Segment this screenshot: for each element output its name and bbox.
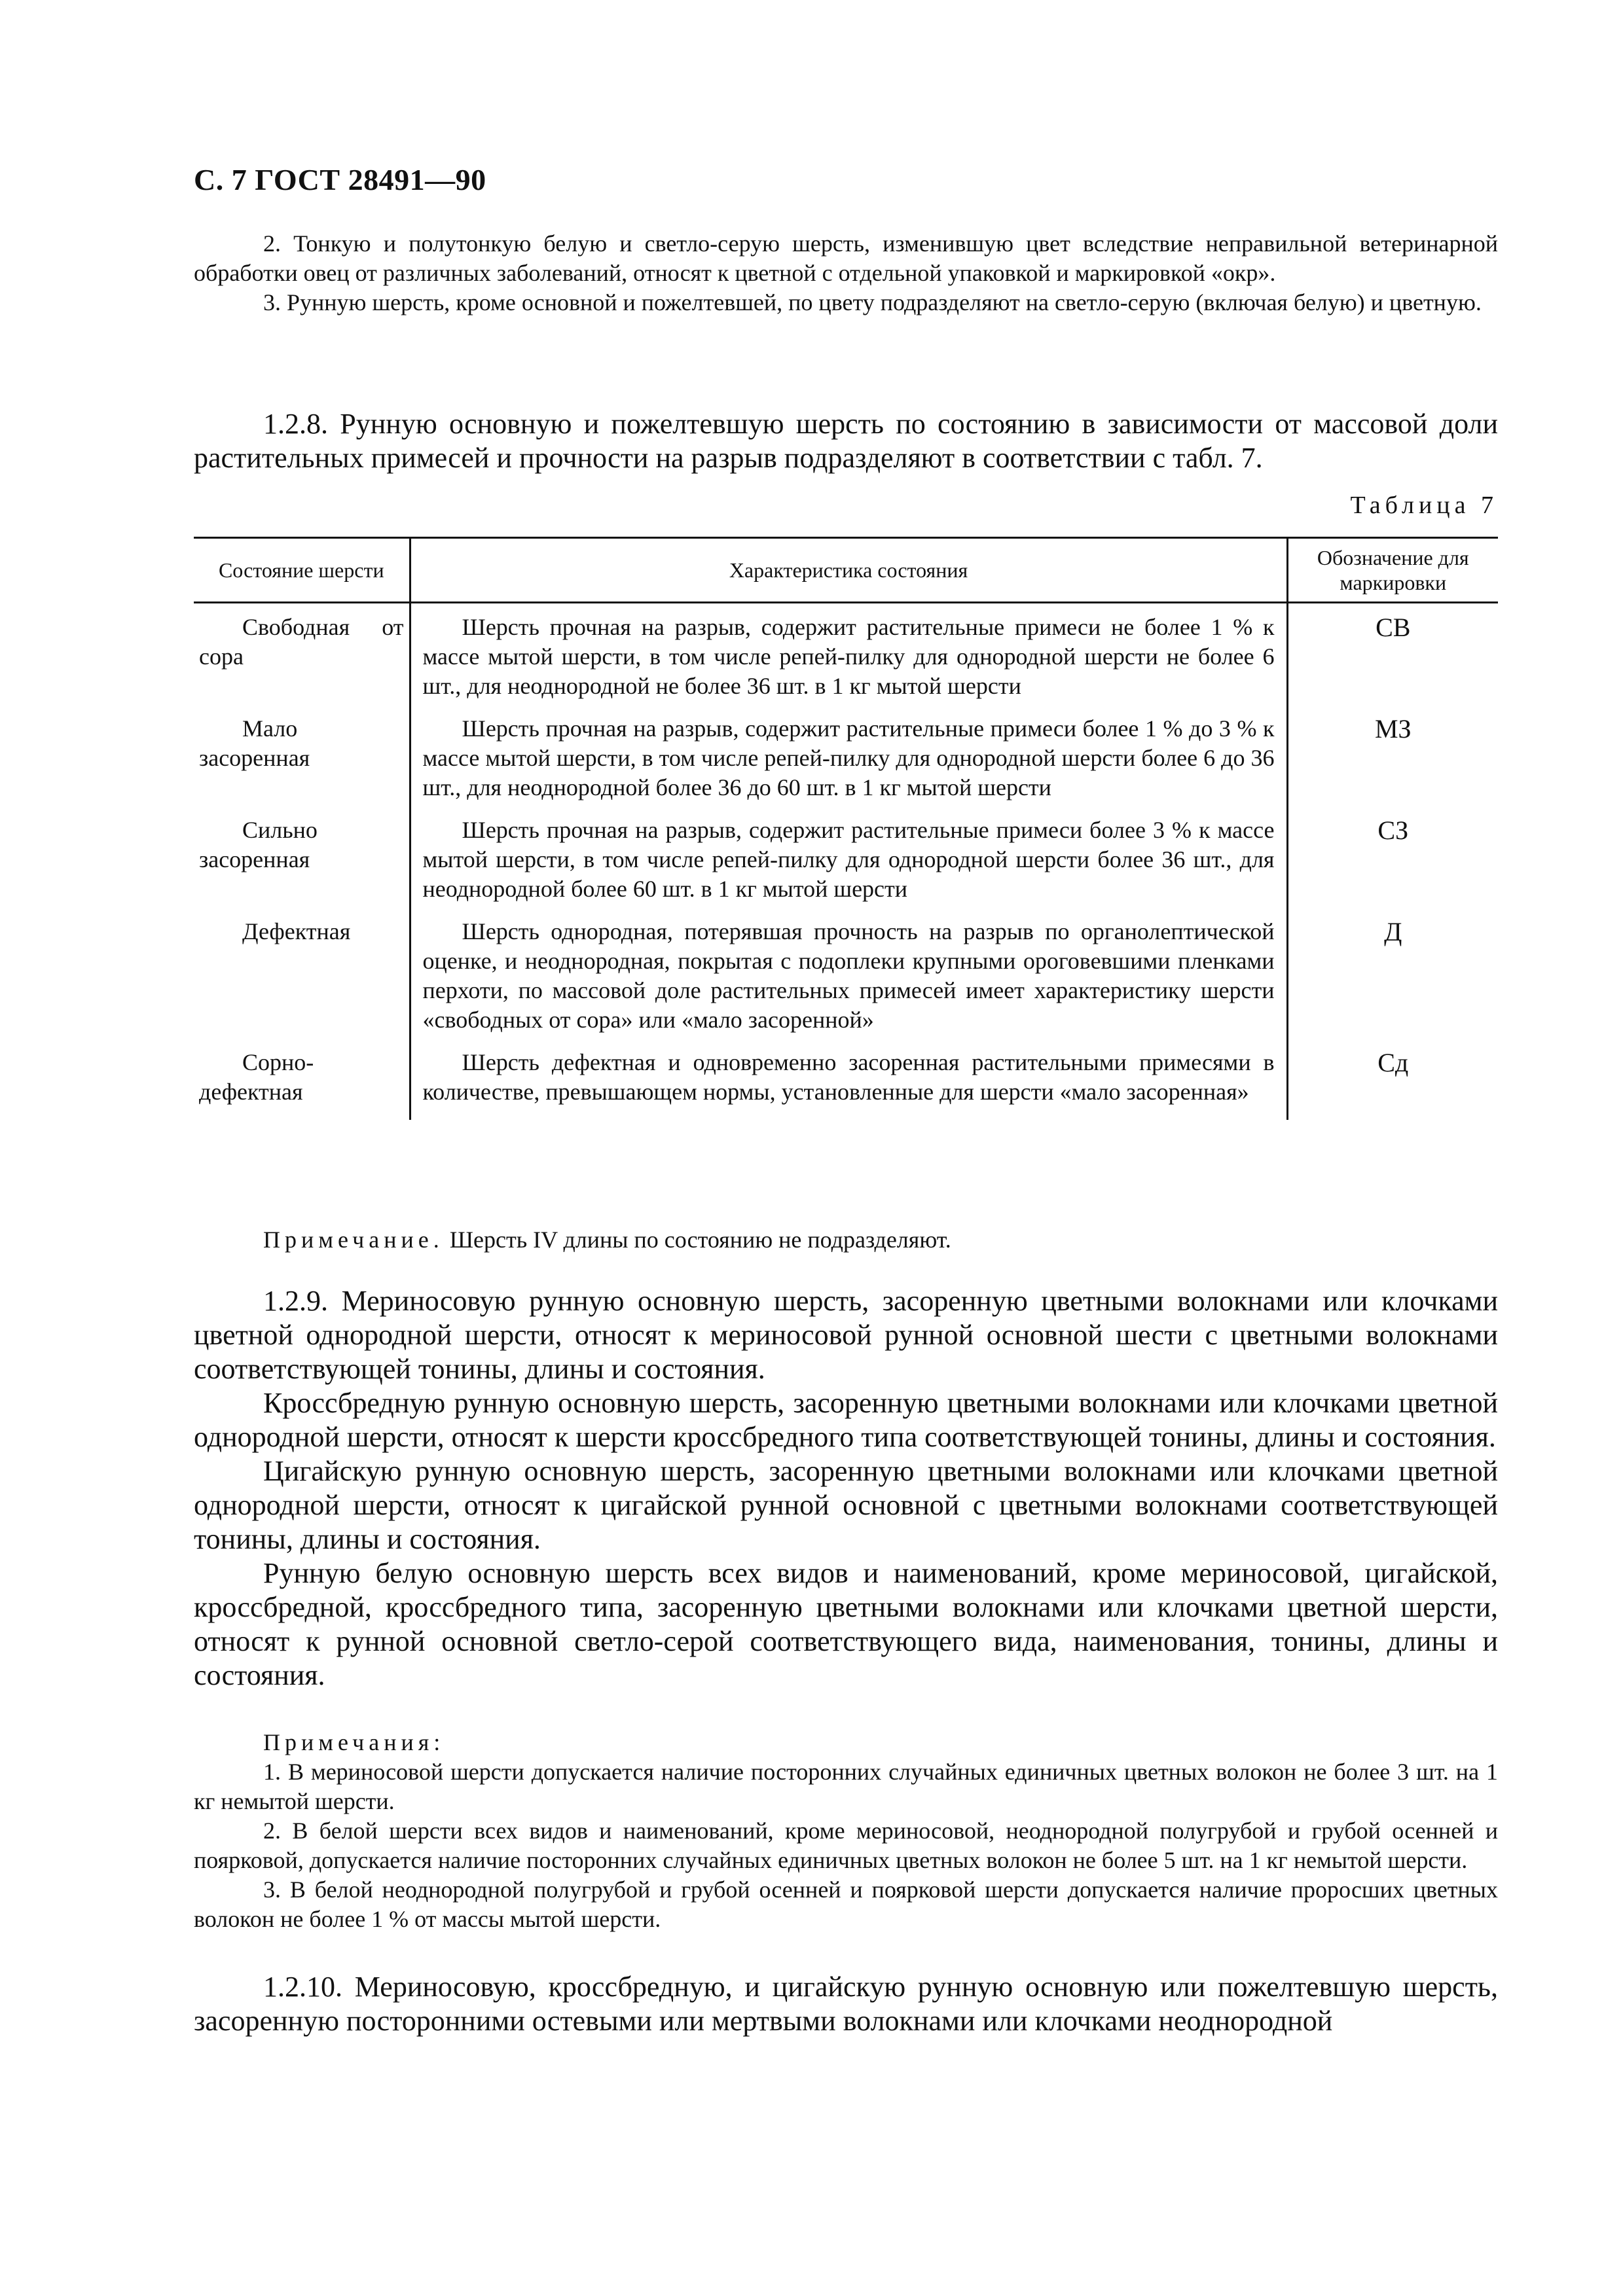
cell-description: Шерсть однородная, потерявшая прочность на разрыв по органолептической оценке, и неоднородная, покрытая с подоплеки крупными ороговевшими пленками перхоти, по массовой доле растительных примесей имеет характеристику шерсти «свободных от сора» или «мало засоренной»: [410, 917, 1287, 1048]
paragraph-text: 1.2.8. Рунную основную и пожелтевшую шерсть по состоянию в зависимости от массовой доли растительных примесей и прочности на разрыв подразделяют в соответствии с табл. 7.: [194, 408, 1498, 474]
cell-description: Шерсть прочная на разрыв, содержит растительные примеси более 3 % к массе мытой шерсти, в том числе репей-пилку для однородной шерсти более 36 шт., для неоднородной более 60 шт. в 1 кг мытой шерсти: [410, 816, 1287, 917]
paragraph-1-2-9: [194, 1284, 1498, 1693]
table-note: [263, 1225, 1498, 1255]
note-item: 2. Тонкую и полутонкую белую и светло-серую шерсть, изменившую цвет вследствие неправильной ветеринарной обработки овец от различных заболеваний, относят к цветной с отдельной упаковкой и маркировкой «окр».: [194, 230, 1498, 286]
cell-mark: Сд: [1377, 1048, 1409, 1077]
table-row: [194, 917, 1498, 1048]
cell-description: Шерсть прочная на разрыв, содержит растительные примеси не более 1 % к массе мытой шерсти, в том числе репей-пилку для однородной шерсти не более 6 шт., для неоднородной не более 36 шт. в 1 кг мытой шерсти: [410, 603, 1287, 715]
paragraph-text: 1.2.10. Мериносовую, кроссбредную, и цигайскую рунную основную или пожелтевшую шерсть, засоренную посторонними остевыми или мертвыми волокнами или клочками неоднородной: [194, 1971, 1498, 2037]
paragraph-text: Рунную белую основную шерсть всех видов и наименований, кроме мериносовой, цигайской, кроссбредной, кроссбредного типа, засоренную цветными волокнами или клочками цветной шерсти, относят к рунной основной светло-серой соответствующего вида, наименования, тонины, длины и состояния.: [194, 1557, 1498, 1691]
paragraph-text: Кроссбредную рунную основную шерсть, засоренную цветными волокнами или клочками цветной однородной шерсти, относят к шерсти кроссбредного типа соответствующей тонины, длины и состояния.: [194, 1387, 1498, 1453]
table-row: [194, 714, 1498, 816]
cell-state: Свободная от сора: [199, 614, 404, 670]
note-item: 3. В белой неоднородной полугрубой и грубой осенней и поярковой шерсти допускается наличие проросших цветных волокон не более 1 % от массы мытой шерсти.: [194, 1876, 1498, 1932]
cell-state: Сильно засоренная: [199, 817, 318, 872]
note-item: 2. В белой шерсти всех видов и наименований, кроме мериносовой, неоднородной полугрубой и грубой осенней и поярковой, допускается наличие посторонних случайных единичных цветных волокон не более 5 шт. на 1 кг немытой шерсти.: [194, 1818, 1498, 1873]
table-row: [194, 603, 1498, 715]
note-item: 3. Рунную шерсть, кроме основной и пожелтевшей, по цвету подразделяют на светло-серую (включая белую) и цветную.: [263, 289, 1482, 315]
notes-label: Примечания:: [263, 1729, 445, 1755]
cell-state: Сорно-дефектная: [199, 1049, 314, 1105]
cell-state: Мало засоренная: [199, 715, 310, 771]
table-row: [194, 1048, 1498, 1120]
cell-description: Шерсть дефектная и одновременно засоренная растительными примесями в количестве, превышающем нормы, установленные для шерсти «мало засоренная»: [410, 1048, 1287, 1120]
cell-mark: Д: [1384, 917, 1402, 946]
paragraph-text: Цигайскую рунную основную шерсть, засоренную цветными волокнами или клочками цветной однородной шерсти, относят к цигайской рунной основной с цветными волокнами соответствующей тонины, длины и состояния.: [194, 1455, 1498, 1555]
page-header: С. 7 ГОСТ 28491—90: [194, 163, 486, 196]
top-notes: [194, 229, 1498, 317]
column-header-description: Характеристика состояния: [410, 538, 1287, 603]
table-caption: Таблица 7: [1350, 492, 1498, 519]
column-header-mark: Обозначение для маркировки: [1287, 538, 1498, 603]
cell-description: Шерсть прочная на разрыв, содержит растительные примеси более 1 % до 3 % к массе мытой шерсти, в том числе репей-пилку для однородной шерсти более 6 до 36 шт., для неоднородной более 36 до 60 шт. в 1 кг мытой шерсти: [410, 714, 1287, 816]
table-note-label: Примечание.: [263, 1227, 444, 1253]
paragraph-1-2-8: [194, 407, 1498, 475]
table-note-text: Шерсть IV длины по состоянию не подразделяют.: [449, 1227, 951, 1253]
column-header-state: Состояние шерсти: [194, 538, 410, 603]
paragraph-text: 1.2.9. Мериносовую рунную основную шерсть, засоренную цветными волокнами или клочками цветной однородной шерсти, относят к мериносовой рунной основной шести с цветными волокнами соответствующей тонины, длины и состояния.: [194, 1285, 1498, 1385]
notes-block: [194, 1728, 1498, 1934]
cell-mark: СВ: [1376, 613, 1411, 642]
paragraph-1-2-10: [194, 1970, 1498, 2038]
table-row: [194, 816, 1498, 917]
table-header-row: [194, 538, 1498, 603]
cell-mark: МЗ: [1374, 714, 1412, 744]
cell-mark: СЗ: [1377, 816, 1409, 845]
cell-state: Дефектная: [242, 918, 351, 944]
table-7: [194, 537, 1498, 1120]
note-item: 1. В мериносовой шерсти допускается наличие посторонних случайных единичных цветных волокон не более 3 шт. на 1 кг немытой шерсти.: [194, 1759, 1498, 1814]
